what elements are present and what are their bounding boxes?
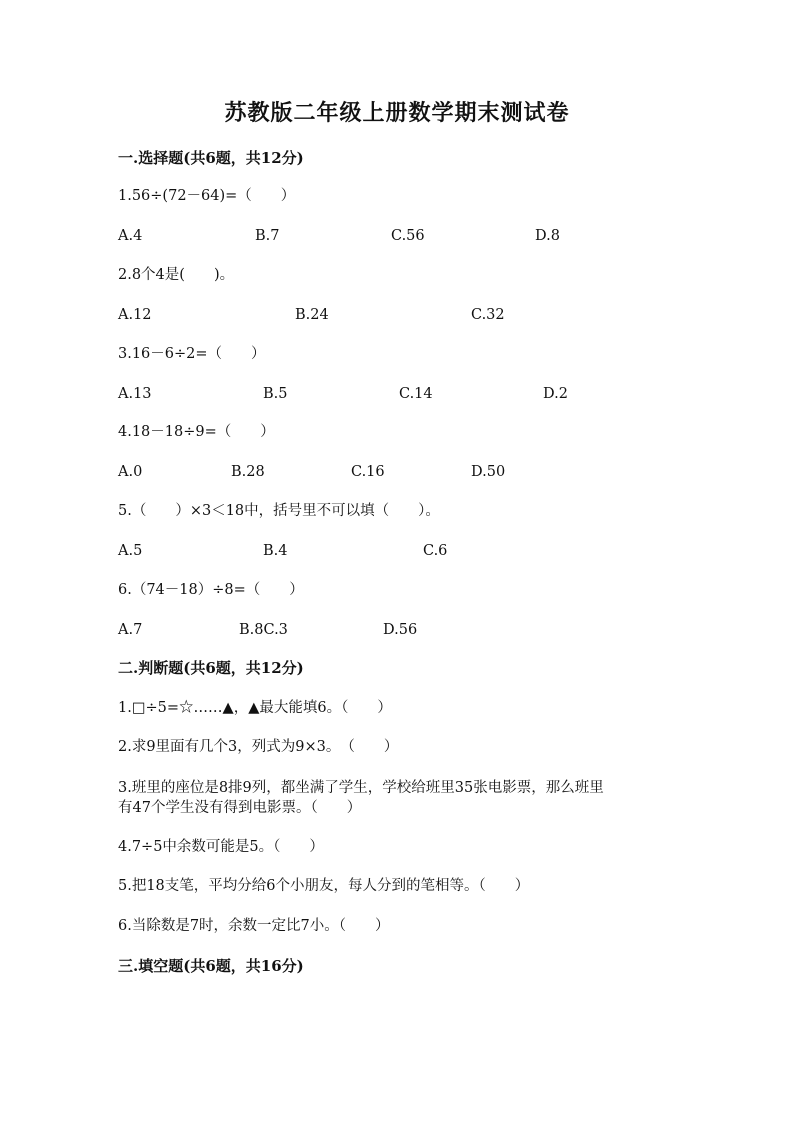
question-option: C.32 [471, 307, 505, 323]
question-option: B.24 [295, 307, 329, 323]
judge-item: 1.□÷5=☆……▲，▲最大能填6。（ ） [118, 700, 392, 716]
question-stem: 4.18－18÷9=（ ） [118, 424, 275, 440]
question-stem: 6.（74－18）÷8=（ ） [118, 582, 304, 598]
question-option: B.28 [231, 464, 265, 480]
question-stem: 5.（ ）×3＜18中，括号里不可以填（ ）。 [118, 503, 440, 519]
question-option: A.7 [118, 622, 143, 638]
judge-item: 6.当除数是7时，余数一定比7小。（ ） [118, 918, 390, 934]
question-option: C.14 [399, 386, 433, 402]
question-option: D.8 [535, 228, 560, 244]
question-stem: 1.56÷(72－64)=（ ） [118, 188, 296, 204]
question-option: D.56 [383, 622, 418, 638]
question-option: B.4 [263, 543, 288, 559]
question-option: B.8C.3 [239, 622, 288, 638]
section-heading-fill: 三.填空题(共6题，共16分) [118, 957, 304, 975]
question-stem: 2.8个4是( )。 [118, 267, 235, 283]
question-option: B.5 [263, 386, 288, 402]
question-stem: 3.16－6÷2=（ ） [118, 346, 266, 362]
question-option: C.16 [351, 464, 385, 480]
judge-item: 2.求9里面有几个3，列式为9×3。 （ ） [118, 739, 399, 755]
judge-item: 3.班里的座位是8排9列，都坐满了学生，学校给班里35张电影票，那么班里 [118, 780, 604, 796]
question-option: A.13 [118, 386, 152, 402]
question-option: B.7 [255, 228, 280, 244]
question-option: A.5 [118, 543, 143, 559]
section-heading-choice: 一.选择题(共6题，共12分) [118, 149, 304, 167]
judge-item: 4.7÷5中余数可能是5。（ ） [118, 839, 324, 855]
question-option: D.50 [471, 464, 506, 480]
section-heading-judge: 二.判断题(共6题，共12分) [118, 659, 304, 677]
page-title: 苏教版二年级上册数学期末测试卷 [224, 100, 570, 126]
question-option: C.6 [423, 543, 448, 559]
judge-item-continued: 有47个学生没有得到电影票。（ ） [118, 800, 362, 816]
question-option: D.2 [543, 386, 568, 402]
question-option: C.56 [391, 228, 425, 244]
question-option: A.4 [118, 228, 143, 244]
question-option: A.12 [118, 307, 152, 323]
question-option: A.0 [118, 464, 143, 480]
judge-item: 5.把18支笔，平均分给6个小朋友，每人分到的笔相等。（ ） [118, 878, 530, 894]
